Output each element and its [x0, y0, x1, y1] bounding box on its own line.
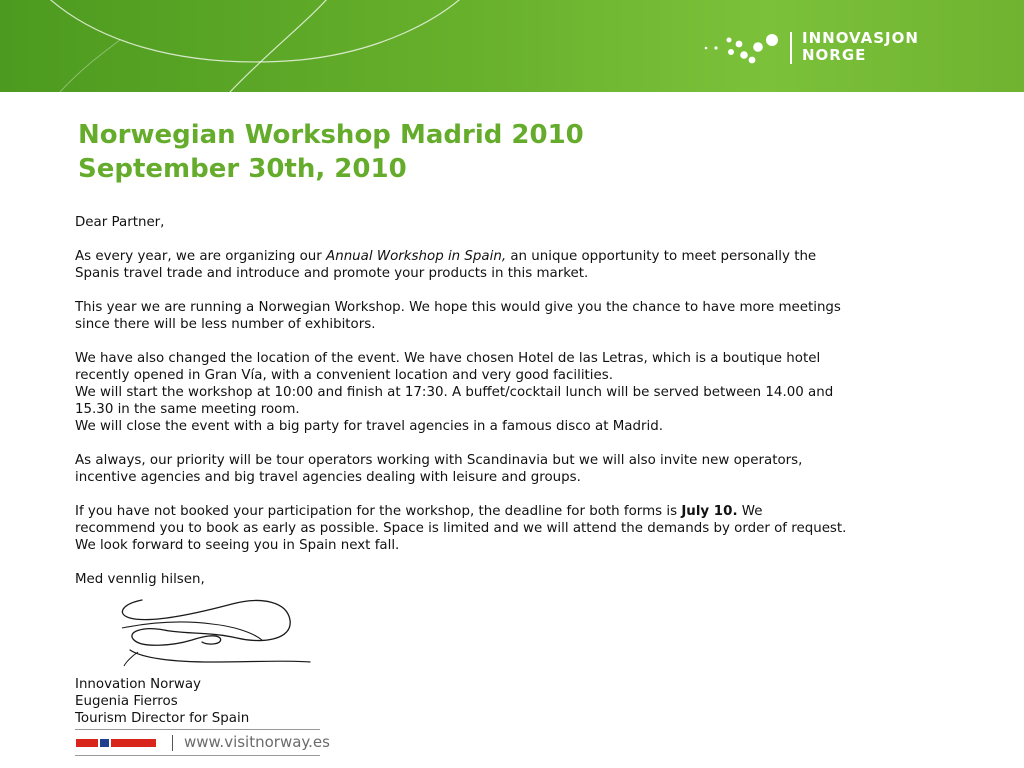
norway-flag-red-segment-long: [111, 739, 156, 747]
handwritten-signature: [112, 592, 317, 672]
footer-rule-top: [75, 729, 320, 730]
norway-flag-red-segment: [76, 739, 98, 747]
title-line-2: September 30th, 2010: [78, 154, 407, 184]
title-line-1: Norwegian Workshop Madrid 2010: [78, 120, 584, 150]
logo-dots-icon: [702, 30, 788, 70]
greeting: Dear Partner,: [75, 215, 165, 230]
paragraph-4-line-2: incentive agencies and big travel agencies dealing with leisure and groups.: [75, 470, 581, 485]
text-run: We: [737, 504, 763, 519]
logo-word-norge: NORGE: [802, 46, 867, 64]
deadline-date: July 10.: [681, 504, 738, 519]
footer-rule-bottom: [75, 755, 320, 756]
document-title: [78, 118, 584, 186]
paragraph-2: [75, 299, 915, 333]
paragraph-2-line-2: since there will be less number of exhibitors.: [75, 317, 376, 332]
paragraph-4: [75, 452, 915, 486]
letter-body: [75, 214, 915, 605]
text-run: If you have not booked your participation for the workshop, the deadline for both forms is: [75, 504, 682, 519]
norway-flag-blue-segment: [100, 739, 109, 747]
header-banner: [0, 0, 1024, 92]
sign-off-block: [75, 676, 249, 727]
footer-separator: [172, 735, 173, 751]
paragraph-1-line-2: Spanis travel trade and introduce and promote your products in this market.: [75, 266, 589, 281]
closing: Med vennlig hilsen,: [75, 572, 205, 587]
paragraph-3-line-2: recently opened in Gran Vía, with a convenient location and very good facilities.: [75, 368, 613, 383]
paragraph-5-line-1: [75, 503, 915, 520]
innovasjon-norge-logo: [702, 30, 917, 70]
paragraph-1-line-1: [75, 248, 915, 265]
paragraph-5: [75, 503, 915, 554]
paragraph-2-line-1: This year we are running a Norwegian Workshop. We hope this would give you the chance to have more meetings: [75, 300, 841, 315]
paragraph-3-line-5: We will close the event with a big party for travel agencies in a famous disco at Madrid.: [75, 419, 663, 434]
paragraph-4-line-1: As always, our priority will be tour operators working with Scandinavia but we will also invite new operators,: [75, 453, 803, 468]
visitnorway-url[interactable]: www.visitnorway.es: [184, 733, 330, 751]
sender-organization: Innovation Norway: [75, 677, 201, 692]
sender-role: Tourism Director for Spain: [75, 711, 250, 726]
paragraph-3-line-3: We will start the workshop at 10:00 and finish at 17:30. A buffet/cocktail lunch will be served between 14.00 and: [75, 385, 834, 400]
paragraph-1: [75, 248, 915, 282]
paragraph-5-line-2: recommend you to book as early as possible. Space is limited and we will attend the demands by order of request.: [75, 521, 847, 536]
text-run: an unique opportunity to meet personally the: [506, 249, 817, 264]
logo-separator: [790, 32, 792, 64]
logo-word-innovasjon: INNOVASJON: [802, 29, 919, 47]
paragraph-3: [75, 350, 915, 435]
paragraph-5-line-3: We look forward to seeing you in Spain next fall.: [75, 538, 400, 553]
workshop-name-emphasis: Annual Workshop in Spain,: [326, 249, 507, 264]
paragraph-3-line-4: 15.30 in the same meeting room.: [75, 402, 300, 417]
paragraph-3-line-1: We have also changed the location of the event. We have chosen Hotel de las Letras, which is a boutique hotel: [75, 351, 821, 366]
text-run: As every year, we are organizing our: [75, 249, 327, 264]
sender-name: Eugenia Fierros: [75, 694, 178, 709]
